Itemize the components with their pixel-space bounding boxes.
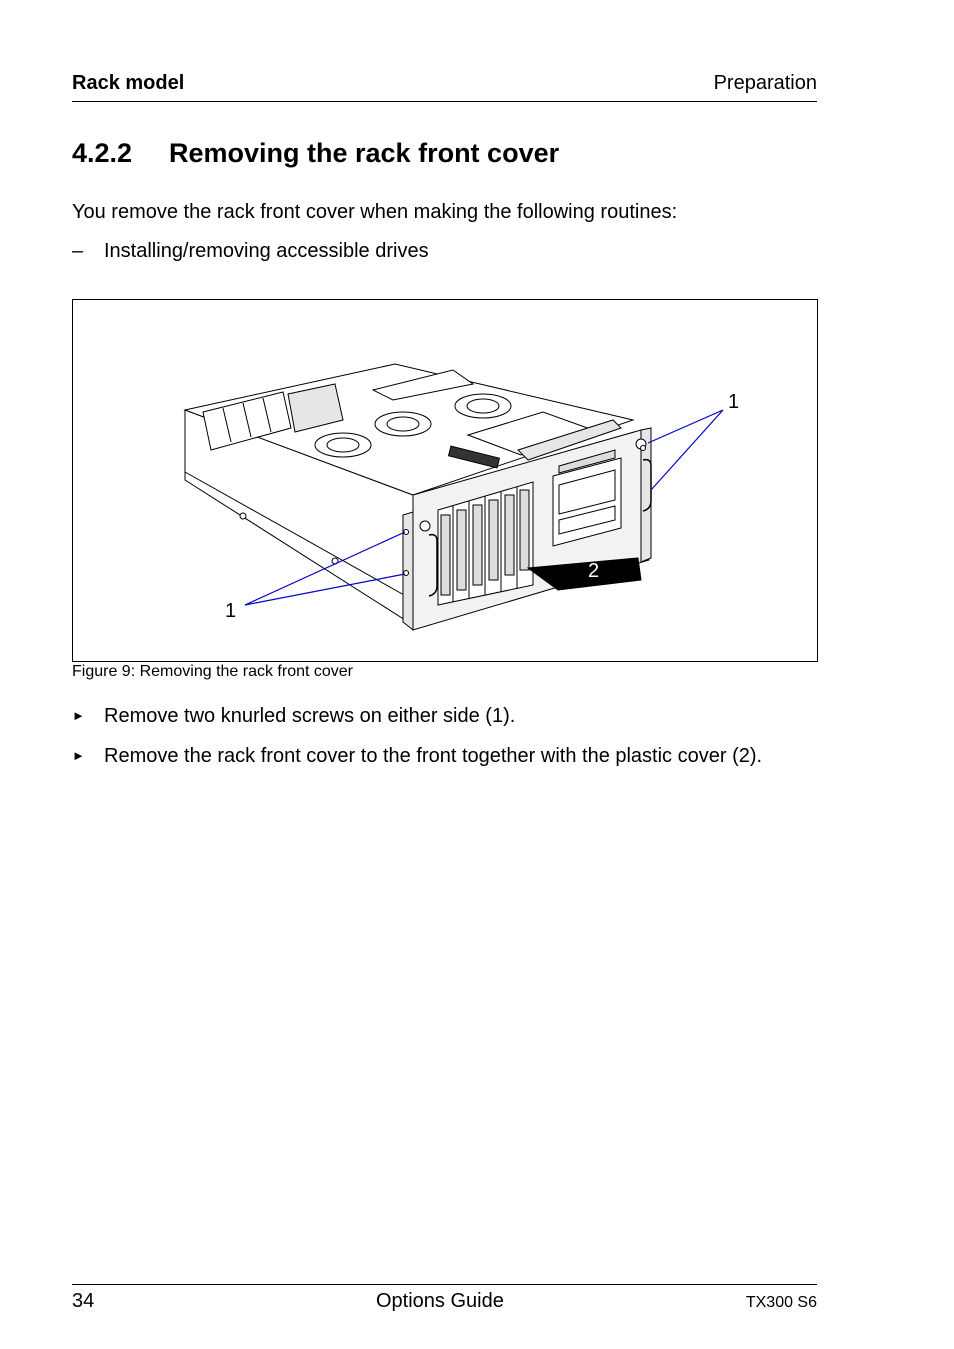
step-text: Remove two knurled screws on either side (1). — [104, 705, 516, 727]
step-arrow-icon: ► — [72, 748, 85, 763]
callout-label: 1 — [225, 600, 237, 622]
intro-paragraph: You remove the rack front cover when making the following routines: — [72, 201, 678, 223]
step-item — [72, 745, 762, 768]
section-title: Removing the rack front cover — [169, 138, 560, 168]
footer-model: TX300 S6 — [745, 1294, 817, 1311]
callout-label: 1 — [728, 391, 740, 413]
header-rule — [72, 101, 817, 102]
step-arrow-icon: ► — [72, 708, 85, 723]
step-item — [72, 705, 515, 728]
figure-frame — [72, 299, 818, 662]
figure-caption: Figure 9: Removing the rack front cover — [72, 663, 354, 680]
footer-rule — [72, 1284, 817, 1285]
footer-guide-title: Options Guide — [376, 1290, 504, 1312]
step-text: Remove the rack front cover to the front together with the plastic cover (2). — [104, 745, 763, 767]
knurled-screw-icon — [420, 521, 430, 531]
callout-label: 2 — [588, 560, 600, 582]
header-chapter-label: Preparation — [713, 72, 817, 94]
section-heading — [72, 138, 559, 169]
dash-marker: – — [72, 240, 84, 262]
page-number: 34 — [72, 1290, 95, 1312]
header-section-label: Rack model — [72, 72, 185, 94]
list-item — [72, 240, 429, 263]
server-illustration — [73, 300, 817, 661]
section-number: 4.2.2 — [72, 138, 133, 168]
list-item-text: Installing/removing accessible drives — [104, 240, 429, 262]
